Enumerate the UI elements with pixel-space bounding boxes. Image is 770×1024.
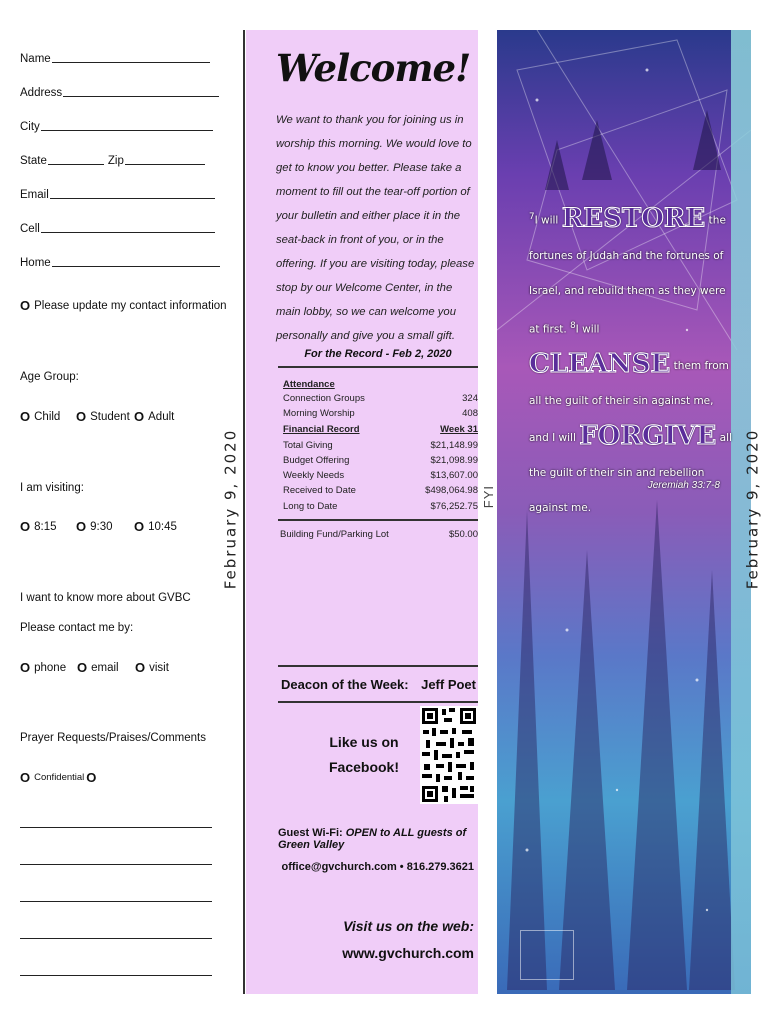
visit-option-label: 9:30	[90, 520, 113, 533]
visit-option-label: 10:45	[148, 520, 177, 533]
name-field[interactable]	[20, 53, 210, 65]
age-group-label: Age Group:	[20, 371, 79, 383]
record-row	[283, 456, 478, 466]
facebook-text: Like us on Facebook!	[328, 734, 399, 775]
fyi-label: FYI	[481, 485, 496, 509]
office-contact[interactable]: office@gvchurch.com • 816.279.3621	[281, 861, 474, 873]
welcome-title: Welcome!	[276, 46, 471, 90]
confidential-option[interactable]	[20, 770, 100, 785]
row-label: Long to Date	[283, 501, 338, 512]
row-label: Connection Groups	[283, 393, 365, 404]
visit-option-label: 8:15	[34, 520, 57, 533]
contact-option-visit[interactable]	[135, 660, 169, 675]
deacon-divider	[278, 665, 478, 667]
row-value: 324	[462, 393, 478, 404]
checkbox-circle[interactable]: O	[20, 298, 31, 313]
row-label: Building Fund/Parking Lot	[280, 529, 389, 540]
verse-emphasis-restore: RESTORE	[561, 203, 706, 234]
prayer-label: Prayer Requests/Praises/Comments	[20, 732, 206, 744]
know-more-label: I want to know more about GVBC	[20, 592, 191, 604]
home-label: Home	[20, 257, 51, 269]
financial-label: Financial Record	[283, 424, 360, 435]
contact-option-label: email	[91, 661, 119, 674]
zip-label: Zip	[107, 155, 124, 167]
deacon-label: Deacon of the Week:	[281, 677, 409, 692]
fold-divider	[243, 30, 245, 994]
city-label: City	[20, 121, 40, 133]
row-value: $50.00	[448, 529, 478, 540]
qr-code[interactable]	[420, 706, 478, 804]
state-label: State	[20, 155, 47, 167]
address-field[interactable]	[20, 87, 219, 99]
age-option-label: Child	[34, 410, 61, 423]
record-row	[283, 394, 478, 404]
row-value: 408	[462, 408, 478, 419]
wifi-text: OPEN to ALL guests of Green Valley	[278, 827, 467, 851]
age-option-child[interactable]	[20, 409, 76, 424]
verse-text: I will	[534, 214, 559, 227]
contact-option-phone[interactable]	[20, 660, 77, 675]
email-label: Email	[20, 189, 49, 201]
row-label: Weekly Needs	[283, 470, 345, 481]
record-row	[283, 471, 478, 481]
checkbox-circle[interactable]: O	[76, 409, 87, 424]
name-label: Name	[20, 53, 51, 65]
deacon-divider	[278, 701, 478, 703]
welcome-text: We want to thank you for joining us in worship this morning. We would love to get to know you better. Please take a moment to fill out the tear-off portion of your bulletin and either place it in the seat-back in front of you, or in the offering. If you are visiting today, please stop by our Welcome Center, in the main lobby, so we can welcome you personally and give you a small gift.	[276, 114, 475, 342]
guest-wifi	[278, 827, 478, 851]
visit-option-930[interactable]	[76, 519, 134, 534]
verse-text: all the guilt of their sin and rebellion against me.	[529, 432, 732, 514]
row-label: Morning Worship	[283, 408, 355, 419]
checkbox-circle[interactable]: O	[86, 770, 97, 785]
row-label: Budget Offering	[283, 455, 350, 466]
week-label: Week 31	[440, 424, 478, 435]
website-link[interactable]: www.gvchurch.com	[342, 945, 474, 961]
state-zip-field[interactable]	[20, 155, 205, 167]
record-divider	[278, 519, 478, 521]
update-contact-option[interactable]	[20, 298, 227, 313]
row-label: Received to Date	[283, 485, 356, 496]
contact-option-email[interactable]	[77, 660, 135, 675]
deacon-name: Jeff Poet	[421, 677, 476, 692]
row-value: $498,064.98	[425, 485, 478, 496]
age-option-label: Student	[90, 410, 130, 423]
visit-option-815[interactable]	[20, 519, 76, 534]
wifi-label: Guest Wi-Fi:	[278, 827, 343, 839]
contact-option-label: phone	[34, 661, 67, 674]
checkbox-circle[interactable]: O	[77, 660, 88, 675]
checkbox-circle[interactable]: O	[76, 519, 87, 534]
verse-text: them from all the guilt of their sin against me, and I will	[529, 360, 729, 444]
record-row	[283, 409, 478, 419]
visit-options	[20, 519, 177, 534]
checkbox-circle[interactable]: O	[20, 660, 31, 675]
verse-emphasis-cleanse: CLEANSE	[529, 349, 671, 379]
record-row	[283, 441, 478, 451]
checkbox-circle[interactable]: O	[134, 409, 145, 424]
age-option-student[interactable]	[76, 409, 134, 424]
update-contact-label: Please update my contact information	[34, 299, 227, 312]
attendance-label: Attendance	[283, 379, 335, 390]
comment-line[interactable]	[20, 975, 212, 976]
row-value: $13,607.00	[430, 470, 478, 481]
attendance-heading	[283, 380, 478, 390]
verse-number: 8	[570, 320, 576, 331]
comment-line[interactable]	[20, 938, 212, 939]
email-field[interactable]	[20, 189, 215, 201]
record-title: For the Record - Feb 2, 2020	[304, 348, 452, 360]
visit-option-1045[interactable]	[134, 519, 177, 534]
verse-text: I will	[575, 323, 600, 335]
scripture-reference: Jeremiah 33:7-8	[647, 480, 720, 491]
address-label: Address	[20, 87, 63, 99]
row-value: $76,252.75	[430, 501, 478, 512]
row-value: $21,098.99	[430, 455, 478, 466]
home-field[interactable]	[20, 257, 220, 269]
contact-me-label: Please contact me by:	[20, 622, 134, 634]
row-label: Total Giving	[283, 440, 333, 451]
scripture-verse	[529, 200, 734, 526]
checkbox-circle[interactable]: O	[20, 519, 31, 534]
verse-text: the fortunes of Judah and the fortunes of Israel, and rebuild them as they were at first.	[529, 214, 726, 335]
row-value: $21,148.99	[430, 440, 478, 451]
checkbox-circle[interactable]: O	[20, 770, 31, 785]
contact-options	[20, 660, 169, 675]
city-field[interactable]	[20, 121, 213, 133]
comment-line[interactable]	[20, 901, 212, 902]
comment-line[interactable]	[20, 864, 212, 865]
age-option-label: Adult	[148, 410, 175, 423]
record-row	[283, 486, 478, 496]
visit-web-label: Visit us on the web:	[343, 918, 474, 934]
verse-number: 7	[529, 212, 535, 222]
confidential-label: Confidential	[34, 772, 85, 783]
comment-line[interactable]	[20, 827, 212, 828]
spine-date-left: February 9, 2020	[221, 428, 240, 590]
building-fund-row	[280, 530, 478, 540]
checkbox-circle[interactable]: O	[134, 519, 145, 534]
verse-emphasis-forgive: FORGIVE	[579, 421, 717, 451]
cover-small-frame	[520, 930, 574, 980]
financial-heading	[283, 425, 478, 435]
checkbox-circle[interactable]: O	[20, 409, 31, 424]
spine-date-right: February 9, 2020	[743, 428, 762, 590]
age-option-adult[interactable]	[134, 409, 174, 424]
deacon-of-week	[281, 677, 476, 692]
record-row	[283, 502, 478, 512]
contact-option-label: visit	[149, 661, 169, 674]
age-group-options	[20, 409, 174, 424]
visiting-label: I am visiting:	[20, 482, 84, 494]
cell-field[interactable]	[20, 223, 215, 235]
cell-label: Cell	[20, 223, 40, 235]
record-divider	[278, 366, 478, 368]
checkbox-circle[interactable]: O	[135, 660, 146, 675]
